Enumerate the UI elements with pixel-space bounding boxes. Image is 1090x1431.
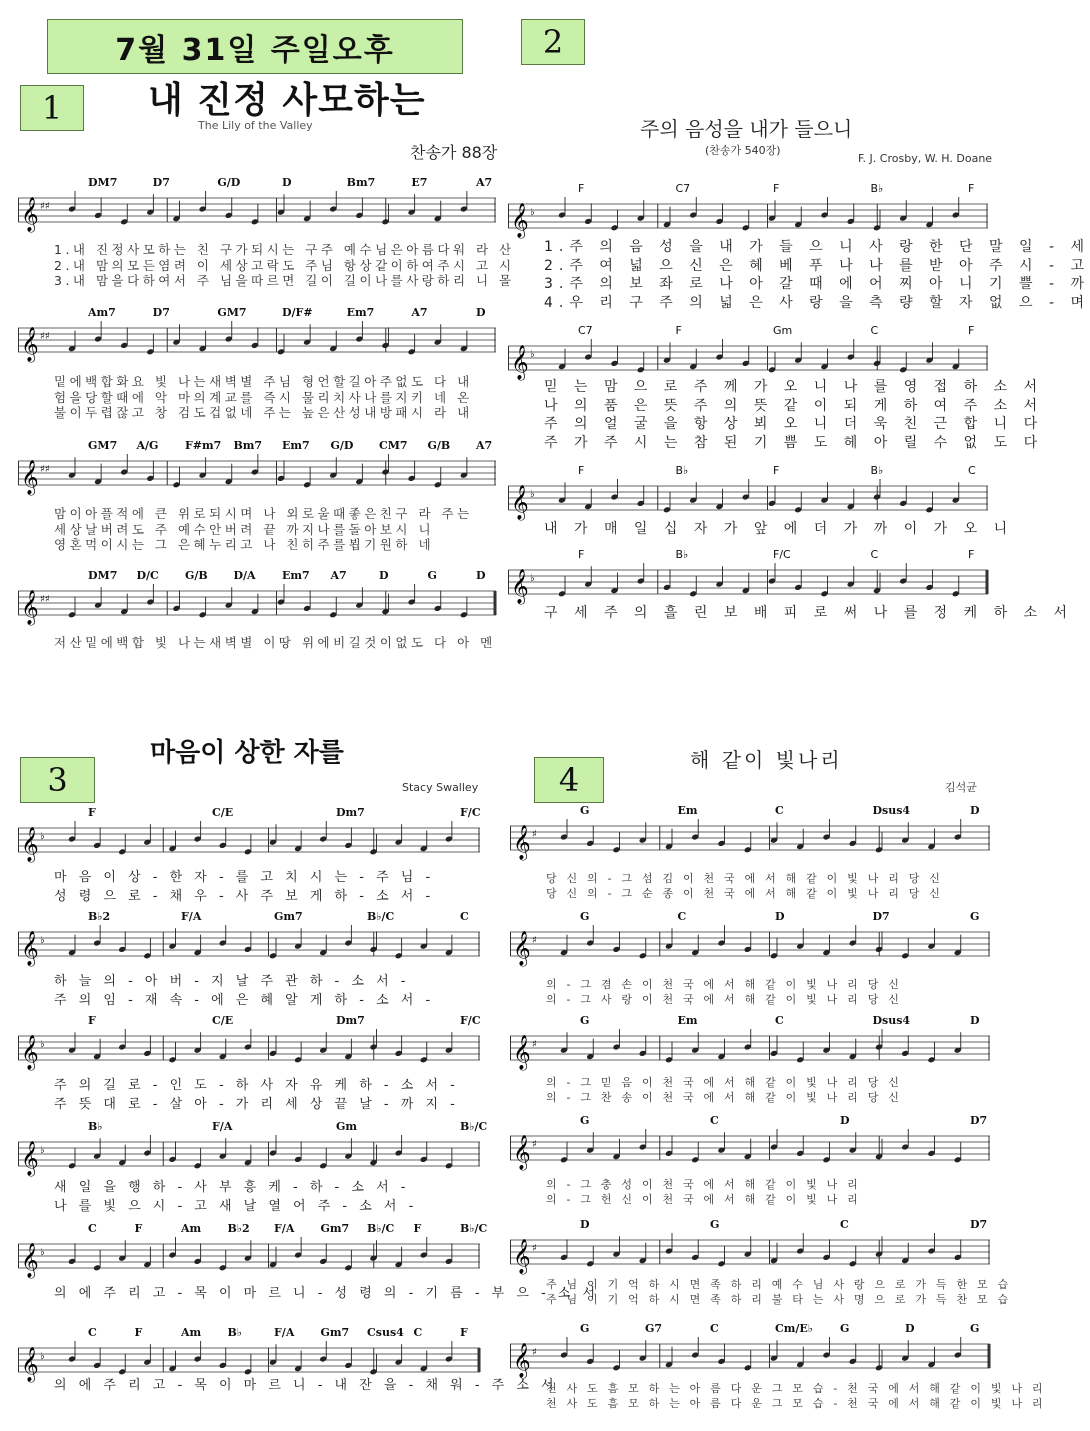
- chord-symbol: G: [970, 910, 980, 923]
- lyric-line: 구 세 주 의 흘 린 보 배 피 로 써 나 를 정 케 하 소 서: [544, 605, 1074, 621]
- chord-symbol: D7: [970, 1218, 988, 1231]
- song-number-4: 4: [534, 757, 604, 803]
- chord-symbol: F: [460, 1326, 468, 1339]
- key-signature-icon: ♭: [40, 831, 45, 842]
- chord-symbol: Dm7: [336, 806, 365, 819]
- chord-symbol: C: [775, 1014, 784, 1027]
- chord-symbol: C: [840, 1218, 849, 1231]
- chord-symbol: B♭2: [88, 910, 111, 923]
- key-signature-icon: ♯: [532, 1347, 537, 1358]
- chord-symbol: G7: [645, 1322, 663, 1335]
- lyric-line: 의 - 그 믿 음 이 천 국 에 서 해 같 이 빛 나 리 당 신: [546, 1076, 903, 1089]
- song-number-2: 2: [521, 19, 585, 65]
- chord-symbol: B♭: [870, 182, 884, 195]
- music-staff: [18, 192, 496, 236]
- treble-clef-icon: 𝄞: [513, 1135, 531, 1170]
- chord-symbol: A7: [476, 176, 493, 189]
- treble-clef-icon: 𝄞: [511, 203, 529, 238]
- chord-symbol: B♭: [675, 464, 689, 477]
- chord-symbol: B♭/C: [460, 1222, 488, 1235]
- chord-symbol: Am7: [88, 306, 116, 319]
- chord-symbol: Gm7: [320, 1326, 350, 1339]
- key-signature-icon: ♭: [530, 573, 535, 584]
- lyric-line: 성 령 으 로 - 채 우 - 사 주 보 게 하 - 소 서 -: [54, 889, 435, 904]
- chord-symbol: C: [677, 910, 687, 923]
- lyric-line: 밑에백합화요 빛 나는새벽별 주님 형언할길아주없도 다 내: [54, 374, 473, 389]
- treble-clef-icon: 𝄞: [511, 345, 529, 380]
- chord-symbol: G: [840, 1322, 850, 1335]
- chord-symbol: A7: [411, 306, 428, 319]
- key-signature-icon: ♭: [40, 1039, 45, 1050]
- chord-symbol: A/G: [136, 439, 159, 452]
- key-signature-icon: ♭: [530, 207, 535, 218]
- chord-symbol: G/D: [330, 439, 354, 452]
- lyric-line: 의 - 그 충 성 이 천 국 에 서 해 같 이 빛 나 리: [546, 1178, 862, 1191]
- chord-symbol: Em7: [282, 439, 310, 452]
- chord-symbol: Dsus4: [872, 804, 911, 817]
- chord-symbol: D: [970, 804, 980, 817]
- chord-symbol: F/A: [274, 1222, 295, 1235]
- treble-clef-icon: 𝄞: [513, 931, 531, 966]
- chord-symbol: D7: [872, 910, 890, 923]
- lyric-line: 당 신 의 - 그 섬 김 이 천 국 에 서 해 같 이 빛 나 리 당 신: [546, 872, 944, 885]
- lyric-line: 3.내 맘을다하여서 주 님을따르면 길이 길이나를사랑하리 니 몰: [54, 273, 515, 288]
- chord-symbol: C: [413, 1326, 423, 1339]
- lyric-line: 험을당할때에 악 마의계교를 즉시 물리치사나를지키 네 온: [54, 389, 473, 405]
- chord-symbol: Em: [677, 804, 698, 817]
- treble-clef-icon: 𝄞: [513, 1343, 531, 1378]
- key-signature-icon: ♯♯: [40, 594, 50, 605]
- music-staff: [18, 322, 496, 366]
- lyric-line: 불이두렵잖고 창 검도겁없네 주는 높은산성내방패시 라 내: [54, 405, 473, 420]
- song1-title: 내 진정 사모하는: [148, 80, 426, 121]
- chord-symbol: GM7: [217, 306, 247, 319]
- key-signature-icon: ♭: [40, 1145, 45, 1156]
- key-signature-icon: ♯: [532, 1039, 537, 1050]
- chord-symbol: Gm7: [320, 1222, 350, 1235]
- chord-symbol: B♭: [227, 1326, 242, 1339]
- lyric-line: 내 가 매 일 십 자 가 앞 에 더 가 까 이 가 오 니: [544, 521, 1014, 537]
- chord-symbol: C: [88, 1326, 97, 1339]
- chord-symbol: G: [580, 804, 590, 817]
- music-staff: [510, 1130, 990, 1174]
- key-signature-icon: ♯♯: [40, 201, 50, 212]
- chord-symbol: A7: [330, 569, 347, 582]
- chord-symbol: Bm7: [346, 176, 376, 189]
- chord-symbol: Bm7: [233, 439, 263, 452]
- music-staff: [18, 1238, 480, 1282]
- chord-symbol: C: [968, 464, 976, 477]
- treble-clef-icon: 𝄞: [21, 197, 39, 232]
- lyric-line: 새 일 을 행 하 - 사 부 흥 케 - 하 - 소 서 -: [54, 1180, 410, 1195]
- song1-subtitle: The Lily of the Valley: [198, 119, 313, 132]
- treble-clef-icon: 𝄞: [513, 825, 531, 860]
- lyric-line: 2.주 여 넓 으 신 은 혜 베 푸 나 나 를 받 아 주 시 - 고: [544, 257, 1090, 274]
- chord-symbol: A7: [476, 439, 493, 452]
- chord-symbol: G: [580, 1114, 590, 1127]
- chord-symbol: GM7: [88, 439, 118, 452]
- chord-symbol: F/C: [460, 806, 481, 819]
- chord-symbol: C: [88, 1222, 97, 1235]
- lyric-line: 의 에 주 리 고 - 목 이 마 르 니 - 성 령 의 - 기 름 - 부 으 - 소 서: [54, 1286, 600, 1301]
- treble-clef-icon: 𝄞: [21, 460, 39, 495]
- treble-clef-icon: 𝄞: [21, 827, 39, 862]
- chord-symbol: C7: [675, 182, 691, 195]
- treble-clef-icon: 𝄞: [21, 1243, 39, 1278]
- chord-symbol: F: [968, 548, 975, 561]
- song2-composer: F. J. Crosby, W. H. Doane: [858, 152, 993, 165]
- chord-symbol: F: [413, 1222, 422, 1235]
- treble-clef-icon: 𝄞: [511, 485, 529, 520]
- lyric-line: 1.주 의 음 성 을 내 가 들 으 니 사 랑 한 단 말 일 - 세: [544, 239, 1090, 255]
- chord-symbol: F/A: [212, 1120, 233, 1133]
- chord-symbol: B♭: [675, 548, 689, 561]
- song2-title: 주의 음성을 내가 들으니: [640, 117, 853, 141]
- lyric-line: 4.우 리 구 주 의 넓 은 사 랑 을 측 량 할 자 없 으 - 며: [544, 294, 1090, 311]
- chord-symbol: F: [773, 464, 780, 477]
- lyric-line: 2.내 맘의모든염려 이 세상고락도 주님 항상같이하여주시 고 시: [54, 257, 515, 273]
- music-staff: [510, 1234, 990, 1278]
- chord-symbol: D: [840, 1114, 850, 1127]
- key-signature-icon: ♭: [40, 935, 45, 946]
- treble-clef-icon: 𝄞: [21, 931, 39, 966]
- key-signature-icon: ♯♯: [40, 464, 50, 475]
- chord-symbol: C: [775, 804, 784, 817]
- key-signature-icon: ♯: [532, 829, 537, 840]
- chord-symbol: Gm7: [274, 910, 303, 923]
- key-signature-icon: ♭: [40, 1247, 45, 1258]
- song4-composer: 김석균: [945, 781, 977, 794]
- chord-symbol: Am: [181, 1326, 202, 1339]
- chord-symbol: F: [773, 182, 780, 195]
- chord-symbol: Em: [677, 1014, 698, 1027]
- chord-symbol: D: [970, 1014, 980, 1027]
- treble-clef-icon: 𝄞: [511, 569, 529, 604]
- chord-symbol: G/D: [217, 176, 241, 189]
- lyric-line: 주 의 임 - 재 속 - 에 은 혜 알 게 하 - 소 서 -: [54, 993, 435, 1008]
- chord-symbol: C: [870, 548, 879, 561]
- lyric-line: 세상날버려도 주 예수안버려 끝 까지나를돌아보시 니: [54, 521, 435, 537]
- treble-clef-icon: 𝄞: [513, 1239, 531, 1274]
- lyric-line: 주 뜻 대 로 - 살 아 - 가 리 세 상 끝 날 - 까 지 -: [54, 1097, 459, 1112]
- lyric-line: 의 - 그 찬 송 이 천 국 에 서 해 같 이 빛 나 리 당 신: [546, 1091, 903, 1104]
- lyric-line: 나 의 품 은 뜻 주 의 뜻 같 이 되 게 하 여 주 소 서: [544, 397, 1044, 414]
- chord-symbol: F: [88, 1014, 96, 1027]
- chord-symbol: D: [282, 176, 292, 189]
- chord-symbol: F: [578, 548, 585, 561]
- lyric-line: 마 음 이 상 - 한 자 - 를 고 치 시 는 - 주 님 -: [54, 870, 435, 885]
- chord-symbol: F: [968, 182, 975, 195]
- music-staff: [510, 1338, 990, 1382]
- chord-symbol: D: [580, 1218, 590, 1231]
- chord-symbol: G: [580, 1014, 590, 1027]
- chord-symbol: G: [970, 1322, 980, 1335]
- chord-symbol: D/C: [136, 569, 159, 582]
- music-staff: [18, 455, 496, 499]
- chord-symbol: Em7: [282, 569, 310, 582]
- chord-symbol: DM7: [88, 176, 118, 189]
- treble-clef-icon: 𝄞: [21, 1347, 39, 1382]
- lyric-line: 주 님 이 기 억 하 시 면 족 하 리 예 수 님 사 랑 으 로 가 득 한 모 습: [546, 1278, 1012, 1291]
- lyric-line: 믿 는 맘 으 로 주 께 가 오 니 나 를 영 접 하 소 서: [544, 379, 1044, 395]
- song3-composer: Stacy Swalley: [402, 781, 479, 794]
- lyric-line: 당 신 의 - 그 순 종 이 천 국 에 서 해 같 이 빛 나 리 당 신: [546, 887, 944, 900]
- music-staff: [510, 820, 990, 864]
- lyric-line: 영혼먹이시는 그 은혜누리고 나 친히주를뵙기원하 네: [54, 537, 435, 552]
- music-staff: [510, 926, 990, 970]
- chord-symbol: G: [427, 569, 437, 582]
- chord-symbol: C/E: [212, 1014, 234, 1027]
- song4-title: 해 같이 빛나리: [690, 748, 843, 772]
- chord-symbol: D: [476, 569, 486, 582]
- chord-symbol: F/A: [274, 1326, 295, 1339]
- music-staff: [18, 585, 496, 629]
- chord-symbol: Gm: [773, 324, 793, 337]
- treble-clef-icon: 𝄞: [513, 1035, 531, 1070]
- chord-symbol: Gm: [336, 1120, 358, 1133]
- chord-symbol: B♭: [870, 464, 884, 477]
- song-number-3: 3: [20, 757, 95, 803]
- lyric-line: 의 - 그 사 랑 이 천 국 에 서 해 같 이 빛 나 리 당 신: [546, 993, 903, 1006]
- chord-symbol: Dm7: [336, 1014, 365, 1027]
- key-signature-icon: ♯: [532, 935, 537, 946]
- chord-symbol: D/A: [233, 569, 256, 582]
- music-staff: [18, 926, 480, 970]
- lyric-line: 천 사 도 흠 모 하 는 아 름 다 운 그 모 습 - 천 국 에 서 해 같 이 빛 나 리: [546, 1382, 1046, 1395]
- music-staff: [18, 1136, 480, 1180]
- chord-symbol: F: [134, 1222, 143, 1235]
- chord-symbol: F#m7: [185, 439, 222, 452]
- chord-symbol: F/C: [773, 548, 791, 561]
- lyric-line: 의 - 그 헌 신 이 천 국 에 서 해 같 이 빛 나 리: [546, 1193, 862, 1206]
- chord-symbol: G: [710, 1218, 720, 1231]
- lyric-line: 주 의 길 로 - 인 도 - 하 사 자 유 케 하 - 소 서 -: [54, 1078, 459, 1093]
- chord-symbol: Em7: [346, 306, 375, 319]
- chord-symbol: F: [675, 324, 682, 337]
- chord-symbol: B♭2: [227, 1222, 250, 1235]
- chord-symbol: C: [870, 324, 879, 337]
- chord-symbol: Dsus4: [872, 1014, 911, 1027]
- chord-symbol: C: [460, 910, 469, 923]
- chord-symbol: D: [775, 910, 785, 923]
- music-staff: [510, 1030, 990, 1074]
- chord-symbol: G/B: [427, 439, 451, 452]
- chord-symbol: Am: [181, 1222, 202, 1235]
- lyric-line: 천 사 도 흠 모 하 는 아 름 다 운 그 모 습 - 천 국 에 서 해 같 이 빛 나 리: [546, 1397, 1046, 1410]
- lyric-line: 3.주 의 보 좌 로 나 아 갈 때 에 어 찌 아 니 기 쁠 - 까: [544, 276, 1090, 292]
- lyric-line: 의 - 그 겸 손 이 천 국 에 서 해 같 이 빛 나 리 당 신: [546, 978, 903, 991]
- treble-clef-icon: 𝄞: [21, 1035, 39, 1070]
- key-signature-icon: ♯: [532, 1139, 537, 1150]
- lyric-line: 주 님 이 기 억 하 시 면 족 하 리 불 타 는 사 명 으 로 가 득 찬 모 습: [546, 1293, 1012, 1306]
- chord-symbol: D/F#: [282, 306, 313, 319]
- lyric-line: 나 를 빛 으 시 - 고 새 날 열 어 주 - 소 서 -: [54, 1199, 418, 1214]
- lyric-line: 하 늘 의 - 아 버 - 지 날 주 관 하 - 소 서 -: [54, 974, 410, 989]
- chord-symbol: B♭/C: [460, 1120, 488, 1133]
- chord-symbol: F: [578, 464, 585, 477]
- chord-symbol: Csus4: [367, 1326, 404, 1339]
- chord-symbol: Cm/E♭: [775, 1322, 813, 1335]
- chord-symbol: DM7: [88, 569, 118, 582]
- chord-symbol: D7: [152, 306, 170, 319]
- chord-symbol: D7: [152, 176, 170, 189]
- chord-symbol: F/A: [181, 910, 202, 923]
- chord-symbol: B♭/C: [367, 910, 395, 923]
- chord-symbol: D: [476, 306, 486, 319]
- page-title: 7월 31일 주일오후: [47, 19, 463, 74]
- chord-symbol: C: [710, 1322, 719, 1335]
- chord-symbol: D: [379, 569, 389, 582]
- song3-title: 마음이 상한 자를: [150, 738, 344, 768]
- music-staff: [18, 1030, 480, 1074]
- song1-hymn-number: 찬송가 88장: [410, 143, 498, 162]
- chord-symbol: C/E: [212, 806, 234, 819]
- lyric-line: 저산밑에백합 빛 나는새벽별 이땅 위에비길것이없도 다 아 멘: [54, 635, 496, 650]
- chord-symbol: E7: [411, 176, 428, 189]
- music-staff: [18, 822, 480, 866]
- key-signature-icon: ♭: [530, 489, 535, 500]
- chord-symbol: F/C: [460, 1014, 481, 1027]
- lyric-line: 의 에 주 리 고 - 목 이 마 르 니 - 내 잔 을 - 채 워 - 주 소 서: [54, 1378, 558, 1393]
- chord-symbol: G/B: [185, 569, 208, 582]
- chord-symbol: G: [580, 1322, 590, 1335]
- song2-subtitle: (찬송가 540장): [705, 144, 781, 157]
- lyric-line: 주 의 얼 굴 을 항 상 뵈 오 니 더 욱 친 근 합 니 다: [544, 416, 1044, 432]
- lyric-line: 맘이아플적에 큰 위로되시며 나 외로울때좋은친구 라 주는: [54, 506, 473, 521]
- treble-clef-icon: 𝄞: [21, 590, 39, 625]
- treble-clef-icon: 𝄞: [21, 1141, 39, 1176]
- lyric-line: 주 가 주 시 는 참 된 기 쁨 도 헤 아 릴 수 없 도 다: [544, 434, 1044, 451]
- chord-symbol: D: [905, 1322, 915, 1335]
- chord-symbol: F: [578, 182, 585, 195]
- key-signature-icon: ♭: [40, 1351, 45, 1362]
- chord-symbol: G: [580, 910, 590, 923]
- chord-symbol: C7: [578, 324, 593, 337]
- key-signature-icon: ♯♯: [40, 331, 50, 342]
- chord-symbol: B♭: [88, 1120, 103, 1133]
- lyric-line: 1.내 진정사모하는 친 구가되시는 구주 예수님은아름다워 라 산: [54, 242, 515, 257]
- key-signature-icon: ♯: [532, 1243, 537, 1254]
- chord-symbol: F: [88, 806, 96, 819]
- song-number-1: 1: [20, 85, 84, 131]
- key-signature-icon: ♭: [530, 349, 535, 360]
- chord-symbol: B♭/C: [367, 1222, 395, 1235]
- treble-clef-icon: 𝄞: [21, 327, 39, 362]
- chord-symbol: CM7: [379, 439, 408, 452]
- chord-symbol: C: [710, 1114, 719, 1127]
- chord-symbol: F: [968, 324, 975, 337]
- chord-symbol: F: [134, 1326, 143, 1339]
- chord-symbol: D7: [970, 1114, 988, 1127]
